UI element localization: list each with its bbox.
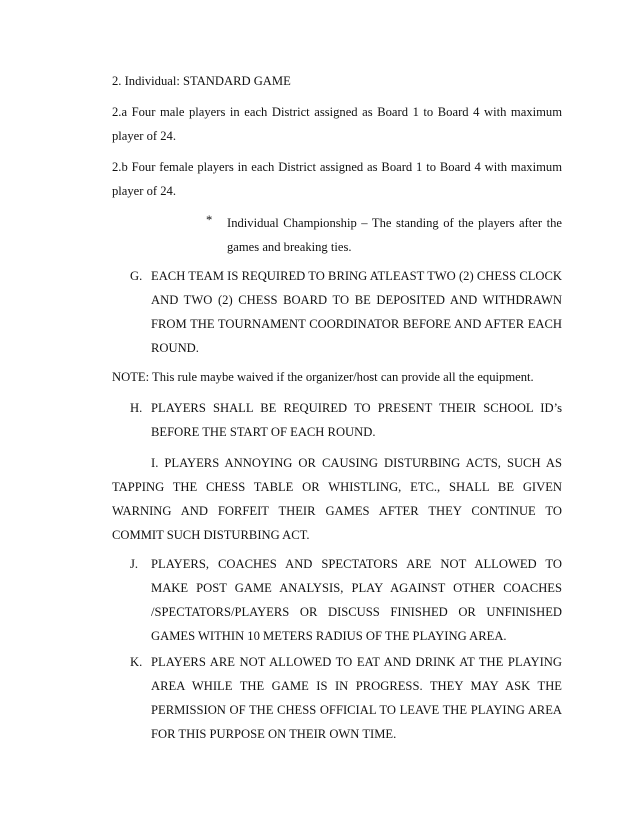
item-g-line: FROM THE TOURNAMENT COORDINATOR BEFORE AND AFTER EACH <box>151 317 562 331</box>
item-g-label: G. <box>130 269 143 283</box>
item-i-line: TAPPING THE CHESS TABLE OR WHISTLING, ETC., SHALL BE GIVEN <box>112 480 562 494</box>
item-i-line: COMMIT SUCH DISTURBING ACT. <box>112 528 310 542</box>
item-j-line: GAMES WITHIN 10 METERS RADIUS OF THE PLAYING AREA. <box>151 629 507 643</box>
item-j-line: /SPECTATORS/PLAYERS OR DISCUSS FINISHED OR UNFINISHED <box>151 605 562 619</box>
item-h-line: BEFORE THE START OF EACH ROUND. <box>151 425 376 439</box>
item-k-label: K. <box>130 655 143 669</box>
bullet-line-1: Individual Championship – The standing of the players after the <box>227 216 562 230</box>
item-g-line: AND TWO (2) CHESS BOARD TO BE DEPOSITED AND WITHDRAWN <box>151 293 562 307</box>
item-k-line: PLAYERS ARE NOT ALLOWED TO EAT AND DRINK AT THE PLAYING <box>151 655 562 669</box>
item-j-line: MAKE POST GAME ANALYSIS, PLAY AGAINST OTHER COACHES <box>151 581 562 595</box>
item-g-line: ROUND. <box>151 341 199 355</box>
item-2a-line-1: 2.a Four male players in each District assigned as Board 1 to Board 4 with maximum <box>112 105 562 119</box>
item-j-label: J. <box>130 557 139 571</box>
item-2a-line-2: player of 24. <box>112 129 176 143</box>
item-i-line: WARNING AND FORFEIT THEIR GAMES AFTER THEY CONTINUE TO <box>112 504 562 518</box>
item-j-line: PLAYERS, COACHES AND SPECTATORS ARE NOT ALLOWED TO <box>151 557 562 571</box>
item-k-line: PERMISSION OF THE CHESS OFFICIAL TO LEAVE THE PLAYING AREA <box>151 703 562 717</box>
bullet-line-2: games and breaking ties. <box>227 240 352 254</box>
bullet-star-icon: * <box>206 213 213 227</box>
item-h-label: H. <box>130 401 143 415</box>
note-text: NOTE: This rule maybe waived if the organizer/host can provide all the equipment. <box>112 370 534 384</box>
item-k-line: FOR THIS PURPOSE ON THEIR OWN TIME. <box>151 727 397 741</box>
item-2b-line-1: 2.b Four female players in each District assigned as Board 1 to Board 4 with maximum <box>112 160 562 174</box>
item-g-line: EACH TEAM IS REQUIRED TO BRING ATLEAST TWO (2) CHESS CLOCK <box>151 269 562 283</box>
item-2b-line-2: player of 24. <box>112 184 176 198</box>
item-h-line: PLAYERS SHALL BE REQUIRED TO PRESENT THEIR SCHOOL ID’s <box>151 401 562 415</box>
section-title: 2. Individual: STANDARD GAME <box>112 74 291 88</box>
item-i-line: I. PLAYERS ANNOYING OR CAUSING DISTURBING ACTS, SUCH AS <box>151 456 562 470</box>
item-k-line: AREA WHILE THE GAME IS IN PROGRESS. THEY MAY ASK THE <box>151 679 562 693</box>
